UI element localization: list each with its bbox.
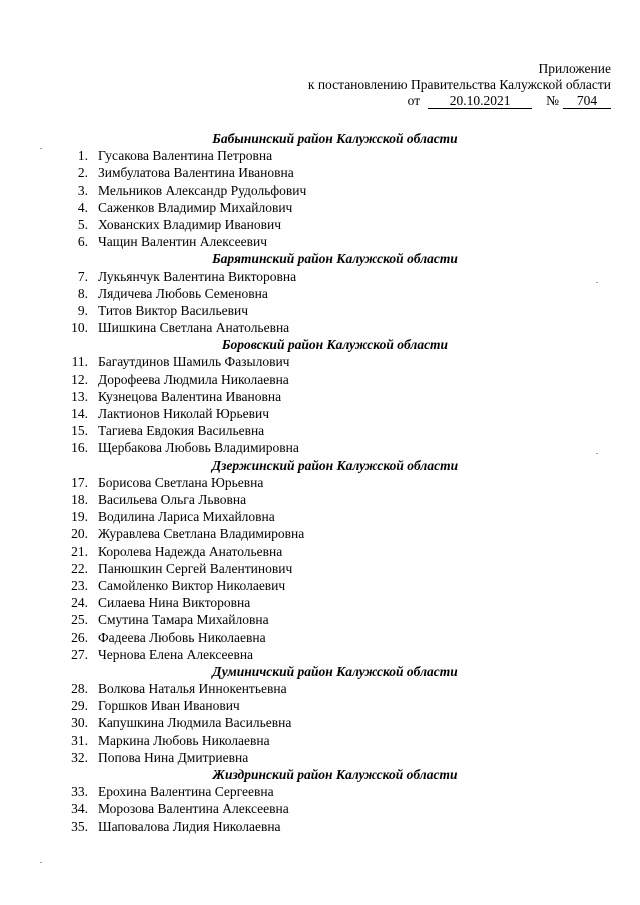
- list-item-name: Фадеева Любовь Николаевна: [98, 629, 266, 645]
- scan-speck: [40, 862, 42, 863]
- list-item: [0, 697, 640, 714]
- list-item: [0, 474, 640, 491]
- list-item-number: 21.: [71, 543, 88, 559]
- list-item-number: 31.: [71, 732, 88, 748]
- list-item: [0, 302, 640, 319]
- list-item-number: 11.: [71, 354, 88, 370]
- list-item-number: 23.: [71, 577, 88, 593]
- list-item-number: 29.: [71, 698, 88, 714]
- district-heading: Барятинский район Калужской области: [212, 251, 458, 267]
- list-item-name: Смутина Тамара Михайловна: [98, 612, 269, 628]
- list-item: [0, 732, 640, 749]
- list-item-number: 19.: [71, 509, 88, 525]
- list-item: [0, 182, 640, 199]
- list-item-number: 5.: [77, 216, 88, 232]
- list-item: [0, 818, 640, 835]
- header-date: 20.10.2021: [428, 94, 532, 109]
- list-item-number: 16.: [71, 440, 88, 456]
- header-number: 704: [563, 94, 611, 109]
- list-item-name: Морозова Валентина Алексеевна: [98, 801, 289, 817]
- list-item-name: Журавлева Светлана Владимировна: [98, 526, 305, 542]
- list-item: [0, 611, 640, 628]
- scan-speck: [40, 148, 42, 149]
- list-item-number: 34.: [71, 801, 88, 817]
- list-item: [0, 405, 640, 422]
- header-date-number-line: [308, 93, 611, 109]
- list-item-number: 14.: [71, 406, 88, 422]
- list-item-name: Дорофеева Людмила Николаевна: [98, 371, 289, 387]
- list-item-name: Попова Нина Дмитриевна: [98, 749, 249, 765]
- list-item: [0, 543, 640, 560]
- list-item-name: Лактионов Николай Юрьевич: [98, 406, 270, 422]
- people-list: [0, 130, 640, 835]
- list-item: [0, 508, 640, 525]
- list-item: [0, 439, 640, 456]
- list-item: [0, 164, 640, 181]
- list-item-number: 22.: [71, 560, 88, 576]
- list-item: [0, 388, 640, 405]
- list-item-name: Панюшкин Сергей Валентинович: [98, 560, 293, 576]
- header-from-label: от: [407, 93, 421, 108]
- list-item-name: Лядичева Любовь Семеновна: [98, 285, 268, 301]
- district-heading: Жиздринский район Калужской области: [212, 767, 458, 783]
- list-item-name: Силаева Нина Викторовна: [98, 595, 251, 611]
- list-item-number: 12.: [71, 371, 88, 387]
- header-decree-reference: к постановлению Правительства Калужской области: [307, 77, 611, 92]
- list-item-name: Борисова Светлана Юрьевна: [98, 474, 264, 490]
- list-item: [0, 680, 640, 697]
- list-item: [0, 594, 640, 611]
- list-item-number: 27.: [71, 646, 88, 662]
- list-item-name: Гусакова Валентина Петровна: [98, 148, 273, 164]
- list-item-number: 10.: [71, 320, 88, 336]
- document-header: [308, 61, 611, 109]
- list-item: [0, 800, 640, 817]
- list-item-name: Васильева Ольга Львовна: [98, 492, 247, 507]
- list-item-number: 13.: [71, 388, 88, 404]
- list-item-number: 17.: [71, 474, 88, 490]
- list-item: [0, 783, 640, 800]
- list-item: [0, 629, 640, 646]
- list-item-name: Тагиева Евдокия Васильевна: [98, 423, 265, 439]
- list-item-number: 28.: [71, 681, 88, 697]
- district-heading: Дзержинский район Калужской области: [211, 457, 459, 473]
- list-item-name: Лукьянчук Валентина Викторовна: [98, 268, 297, 284]
- list-item-number: 3.: [77, 182, 88, 198]
- list-item-name: Щербакова Любовь Владимировна: [98, 440, 299, 456]
- list-item-name: Шаповалова Лидия Николаевна: [98, 818, 281, 834]
- list-item-name: Хованских Владимир Иванович: [98, 216, 281, 232]
- list-item: [0, 714, 640, 731]
- list-item-number: 18.: [71, 492, 88, 507]
- list-item: [0, 749, 640, 766]
- list-item-name: Чащин Валентин Алексеевич: [98, 234, 268, 250]
- list-item-name: Мельников Александр Рудольфович: [98, 182, 307, 198]
- list-item-number: 30.: [71, 715, 88, 731]
- list-item-number: 26.: [71, 629, 88, 645]
- list-item-name: Самойленко Виктор Николаевич: [98, 577, 286, 593]
- list-item: [0, 525, 640, 542]
- list-item-name: Багаутдинов Шамиль Фазылович: [98, 354, 290, 370]
- list-item-name: Шишкина Светлана Анатольевна: [98, 320, 290, 336]
- list-item: [0, 371, 640, 388]
- list-item: [0, 577, 640, 594]
- list-item-name: Водилина Лариса Михайловна: [98, 509, 275, 525]
- list-item-number: 35.: [71, 818, 88, 834]
- list-item: [0, 491, 640, 508]
- list-item-name: Зимбулатова Валентина Ивановна: [98, 165, 294, 181]
- list-item-name: Капушкина Людмила Васильевна: [98, 715, 292, 731]
- header-appendix-label: Приложение: [538, 61, 611, 76]
- list-item: [0, 268, 640, 285]
- list-item: [0, 422, 640, 439]
- list-item-number: 8.: [77, 285, 88, 301]
- list-item-name: Маркина Любовь Николаевна: [98, 732, 270, 748]
- list-item: [0, 147, 640, 164]
- list-item: [0, 199, 640, 216]
- list-item: [0, 216, 640, 233]
- list-item-name: Кузнецова Валентина Ивановна: [98, 388, 282, 404]
- list-item-name: Саженков Владимир Михайлович: [98, 199, 293, 215]
- header-number-label: №: [546, 93, 559, 108]
- scan-speck: [596, 282, 598, 283]
- list-item-name: Титов Виктор Васильевич: [98, 302, 249, 318]
- list-item-number: 9.: [77, 302, 88, 318]
- list-item-number: 6.: [77, 234, 88, 250]
- list-item-number: 20.: [71, 526, 88, 542]
- list-item-number: 24.: [71, 595, 88, 611]
- district-heading: Думиничский район Калужской области: [212, 663, 458, 679]
- list-item-number: 2.: [77, 165, 88, 181]
- district-heading: Бабынинский район Калужской области: [212, 131, 458, 146]
- list-item-number: 15.: [71, 423, 88, 439]
- list-item: [0, 285, 640, 302]
- list-item: [0, 560, 640, 577]
- list-item-number: 1.: [77, 148, 88, 164]
- scan-speck: [596, 453, 598, 454]
- list-item: [0, 646, 640, 663]
- list-item-name: Чернова Елена Алексеевна: [98, 646, 254, 662]
- list-item-number: 32.: [71, 749, 88, 765]
- list-item-number: 4.: [77, 199, 88, 215]
- list-item: [0, 233, 640, 250]
- district-heading: Боровский район Калужской области: [221, 337, 449, 353]
- list-item-name: Ерохина Валентина Сергеевна: [98, 784, 274, 800]
- list-item-name: Горшков Иван Иванович: [98, 698, 240, 714]
- list-item-number: 7.: [77, 268, 88, 284]
- list-item: [0, 353, 640, 370]
- list-item-name: Королева Надежда Анатольевна: [98, 543, 283, 559]
- list-item: [0, 319, 640, 336]
- list-item-number: 25.: [71, 612, 88, 628]
- list-item-number: 33.: [71, 784, 88, 800]
- list-item-name: Волкова Наталья Иннокентьевна: [98, 681, 287, 697]
